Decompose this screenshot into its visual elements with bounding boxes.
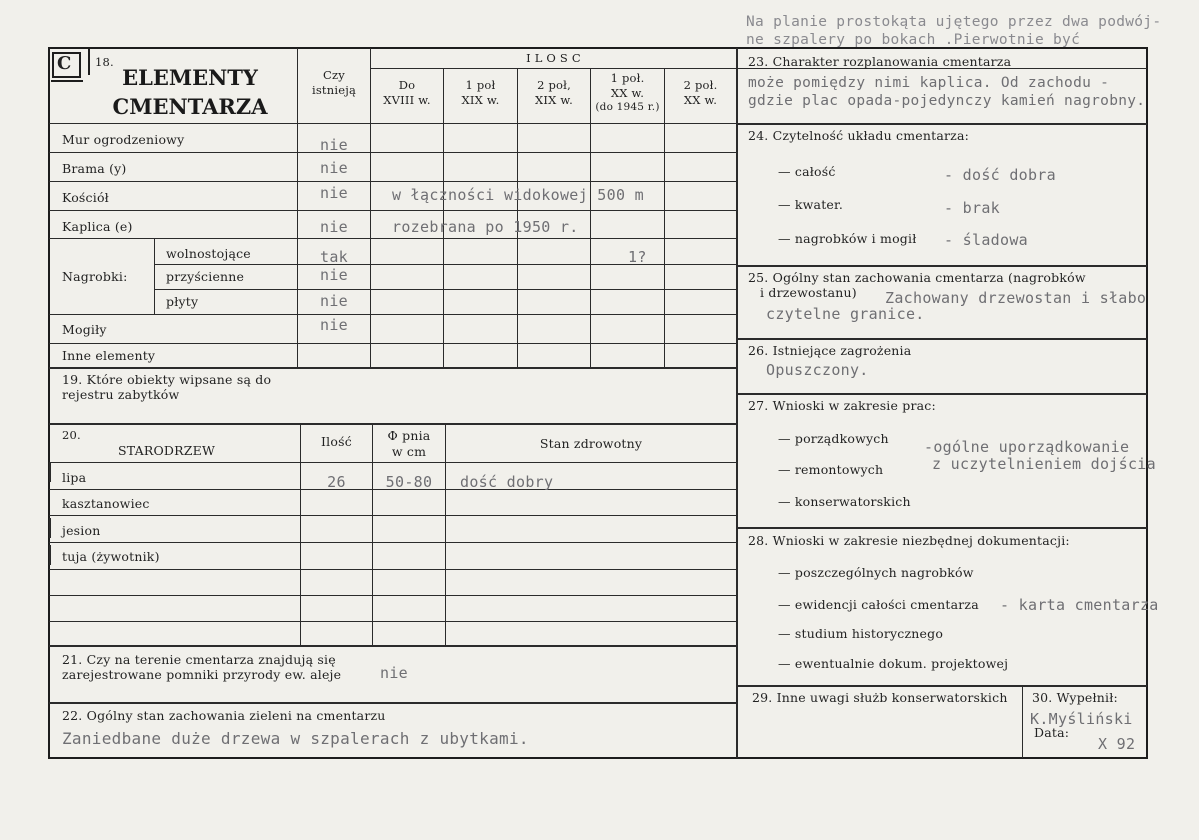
q21-label-2: zarejestrowane pomniki przyrody ew. aleje (62, 667, 342, 682)
grid-line (737, 685, 1147, 687)
tree-jesion-name: jesion (62, 523, 101, 538)
q25-answer-2: czytelne granice. (766, 305, 925, 323)
nagrobki-label: Nagrobki: (62, 269, 128, 284)
top-note-line-1: Na planie prostokąta ujętego przez dwa podwój- (746, 14, 1162, 30)
q29-label: 29. Inne uwagi służb konserwatorskich (752, 690, 1008, 705)
q30-label: 30. Wypełnił: (1032, 690, 1118, 705)
q30-date-label: Data: (1034, 725, 1070, 740)
grid-line (49, 645, 736, 647)
q27-item-3: — konserwatorskich (778, 494, 911, 509)
q20-col-count: Ilość (321, 434, 352, 449)
mogily-label: Mogiły (62, 322, 107, 337)
inne-label: Inne elementy (62, 348, 156, 363)
q25-label-2: i drzewostanu) (760, 285, 857, 300)
grid-line (737, 123, 1147, 125)
mogily-exists: nie (320, 316, 348, 334)
period-5-b: XX w. (683, 93, 718, 107)
nagrobki-przyscienne-label: przyścienne (166, 269, 245, 284)
q24-item-3: — nagrobków i mogił (778, 231, 917, 246)
q28-answer: - karta cmentarza (1000, 596, 1159, 614)
q24-item-1-value: - dość dobra (944, 166, 1056, 184)
badge-underline (51, 80, 83, 82)
grid-line (49, 702, 736, 704)
grid-line (49, 515, 736, 516)
q25-label-1: 25. Ogólny stan zachowania cmentarza (nagrobków (748, 270, 1086, 285)
grid-line (49, 542, 736, 543)
q27-answer-2: z uczytelnieniem dojścia (932, 455, 1156, 473)
badge-bar (88, 49, 90, 75)
period-1-a: Do (398, 78, 416, 92)
grid-line (737, 527, 1147, 529)
grid-line (664, 68, 665, 367)
grid-line (737, 338, 1147, 340)
grid-line (49, 518, 51, 538)
row-brama-label: Brama (y) (62, 161, 127, 176)
period-2-b: XIX w. (461, 93, 500, 107)
grid-line (445, 423, 446, 645)
nagrobki-wolnostojace-exists: tak (320, 248, 348, 266)
row-mur-exists: nie (320, 136, 348, 154)
grid-line (737, 265, 1147, 267)
row-kosciol-label: Kościół (62, 190, 109, 205)
row-kosciol-exists: nie (320, 184, 348, 202)
tree-lipa-health: dość dobry (460, 473, 554, 491)
grid-line (49, 238, 736, 239)
grid-line (49, 462, 51, 482)
nagrobki-wolnostojace-label: wolnostojące (166, 246, 251, 261)
tree-lipa-diameter: 50-80 (385, 473, 433, 491)
grid-line (49, 314, 736, 315)
q20-col-health: Stan zdrowotny (539, 436, 643, 451)
q22-label: 22. Ogólny stan zachowania zieleni na cmentarzu (62, 708, 386, 723)
grid-line (371, 68, 736, 69)
col-ilosc: I L O S C (526, 51, 581, 65)
col-exists-1: Czy (323, 68, 345, 82)
grid-line (49, 343, 736, 344)
q28-item-4: — ewentualnie dokum. projektowej (778, 656, 1009, 671)
grid-line (154, 264, 736, 265)
q27-label: 27. Wnioski w zakresie prac: (748, 398, 936, 413)
tree-lipa-name: lipa (62, 470, 87, 485)
q20-header: STARODRZEW (118, 443, 215, 458)
grid-line (49, 123, 736, 124)
q27-answer-1: -ogólne uporządkowanie (924, 438, 1130, 456)
tree-lipa-count: 26 (327, 473, 346, 491)
grid-line (49, 210, 736, 211)
row-kosciol-note: w łączności widokowej 500 m (392, 186, 644, 204)
row-kaplica-exists: nie (320, 218, 348, 236)
q26-label: 26. Istniejące zagrożenia (748, 343, 912, 358)
row-brama-exists: nie (320, 159, 348, 177)
period-4-a: 1 poł. (610, 71, 645, 85)
q24-item-2-value: - brak (944, 199, 1000, 217)
grid-line (49, 569, 736, 570)
period-5-a: 2 poł. (683, 78, 718, 92)
section-c-title-1: ELEMENTY (122, 65, 258, 90)
q25-answer-1: Zachowany drzewostan i słabo (885, 289, 1147, 307)
q27-item-1: — porządkowych (778, 431, 889, 446)
nagrobki-wolnostojace-period: 1? (628, 248, 647, 266)
q27-item-2: — remontowych (778, 462, 884, 477)
grid-line (154, 238, 155, 314)
q21-answer: nie (380, 664, 408, 682)
nagrobki-plyty-label: płyty (166, 294, 199, 309)
section-c-number: 18. (95, 55, 114, 69)
section-c-title-2: CMENTARZA (112, 94, 268, 119)
grid-line (49, 462, 736, 463)
grid-line (1022, 685, 1023, 758)
period-3-a: 2 poł, (537, 78, 571, 92)
grid-line (300, 423, 301, 645)
q26-answer: Opuszczony. (766, 361, 869, 379)
tree-kasztanowiec-name: kasztanowiec (62, 496, 150, 511)
q28-label: 28. Wnioski w zakresie niezbędnej dokumentacji: (748, 533, 1070, 548)
q20-col-diameter-2: w cm (391, 444, 427, 459)
q28-item-1: — poszczególnych nagrobków (778, 565, 974, 580)
col-exists-2: istnieją (311, 83, 357, 97)
period-3-b: XIX w. (535, 93, 573, 107)
center-divider (736, 48, 738, 758)
period-4-b: XX w. (610, 86, 645, 100)
q20-col-diameter-1: Φ pnia (387, 428, 431, 443)
row-mur-label: Mur ogrodzeniowy (62, 132, 185, 147)
q24-item-3-value: - śladowa (944, 231, 1028, 249)
q21-label-1: 21. Czy na terenie cmentarza znajdują się (62, 652, 336, 667)
q28-item-2: — ewidencji całości cmentarza (778, 597, 979, 612)
nagrobki-przyscienne-exists: nie (320, 266, 348, 284)
grid-line (49, 595, 736, 596)
q24-item-2: — kwater. (778, 197, 843, 212)
q24-label: 24. Czytelność układu cmentarza: (748, 128, 970, 143)
row-kaplica-label: Kaplica (e) (62, 219, 133, 234)
q19-label-2: rejestru zabytków (62, 387, 180, 402)
section-c-letter: C (57, 53, 72, 74)
q23-label: 23. Charakter rozplanowania cmentarza (748, 54, 1012, 69)
period-1-b: XVIII w. (383, 93, 431, 107)
q20-number: 20. (62, 428, 81, 442)
grid-line (49, 367, 736, 369)
grid-line (49, 181, 736, 182)
grid-line (49, 621, 736, 622)
q19-label-1: 19. Które obiekty wipsane są do (62, 372, 272, 387)
period-2-a: 1 poł (465, 78, 496, 92)
q24-item-1: — całość (778, 164, 836, 179)
grid-line (154, 289, 736, 290)
grid-line (737, 393, 1147, 395)
q30-name: K.Myśliński (1030, 710, 1133, 728)
q30-date: X 92 (1098, 735, 1136, 753)
q28-item-3: — studium historycznego (778, 626, 944, 641)
grid-line (49, 423, 736, 425)
grid-line (49, 545, 51, 565)
tree-tuja-name: tuja (żywotnik) (62, 549, 160, 564)
nagrobki-plyty-exists: nie (320, 292, 348, 310)
row-kaplica-note: rozebrana po 1950 r. (392, 218, 579, 236)
q23-answer-1: może pomiędzy nimi kaplica. Od zachodu - (748, 75, 1110, 91)
period-4-c: (do 1945 r.) (595, 101, 660, 113)
top-note-line-2: ne szpalery po bokach .Pierwotnie być (746, 32, 1081, 48)
grid-line (49, 152, 736, 153)
q23-answer-2: gdzie plac opada-pojedynczy kamień nagrobny. (748, 93, 1146, 109)
q22-answer: Zaniedbane duże drzewa w szpalerach z ubytkami. (62, 729, 529, 748)
